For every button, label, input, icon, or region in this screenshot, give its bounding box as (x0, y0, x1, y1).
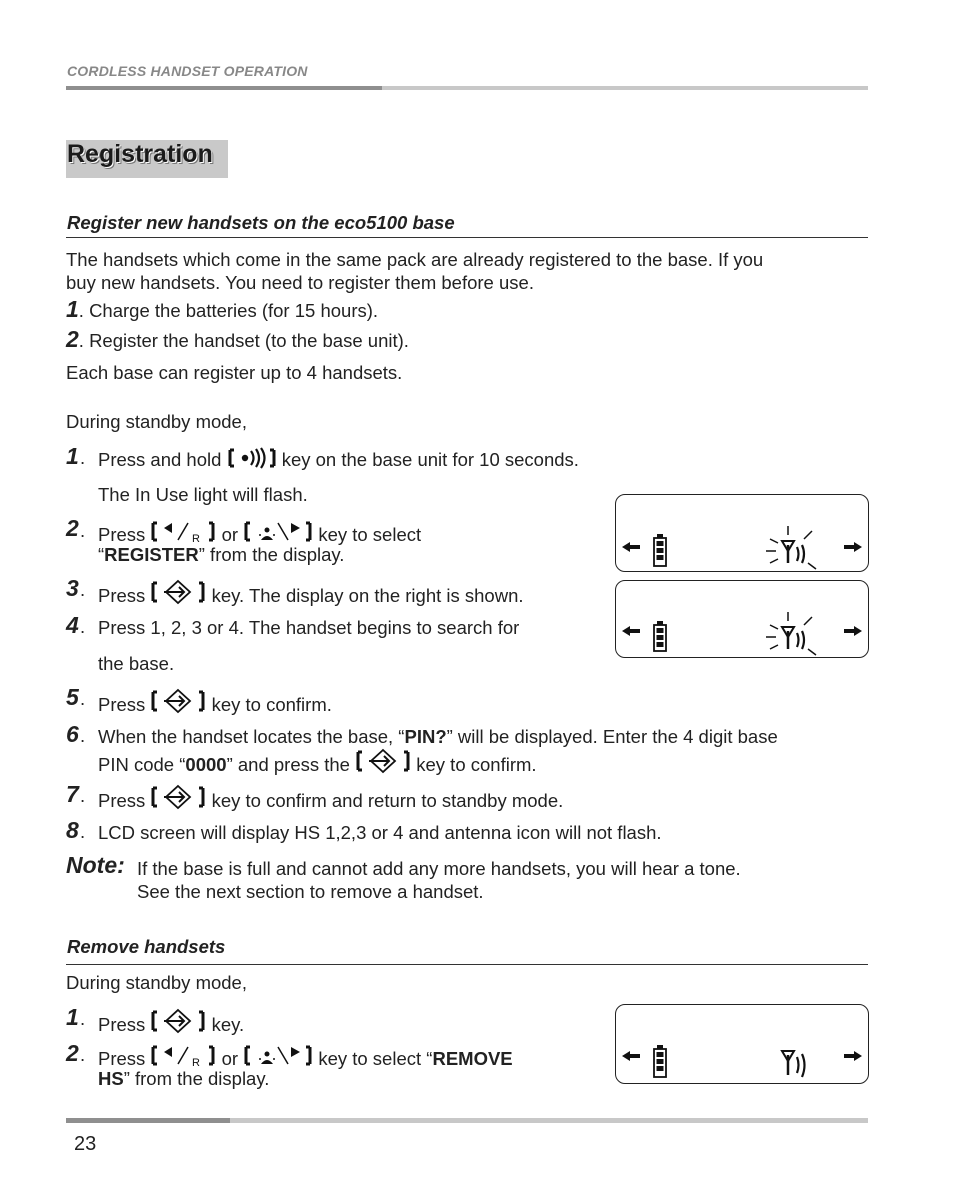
handset-right-key-icon (243, 1044, 313, 1068)
step-4-line-2: the base. (98, 653, 175, 674)
footer-rule (66, 1118, 230, 1123)
step-text: or (221, 524, 239, 545)
left-arrow-icon (622, 1051, 640, 1061)
step-text-bold: PIN? (404, 726, 447, 747)
step-number: 1 (66, 1004, 79, 1030)
step-text: PIN code “ (98, 754, 186, 775)
step-text: key. The display on the right is shown. (211, 585, 524, 606)
step-text-bold: REMOVE (432, 1048, 513, 1069)
step-number: 4 (66, 612, 79, 638)
lcd-display (615, 1004, 869, 1084)
ok-arrow-key-icon (150, 784, 206, 810)
step-number: 5 (66, 684, 79, 710)
step-text: key to confirm and return to standby mode. (211, 790, 564, 811)
step-text-bold: HS (98, 1068, 124, 1089)
left-r-key-icon (150, 1044, 216, 1068)
step-text-bold: REGISTER (104, 544, 199, 565)
step-number: 6 (66, 721, 79, 747)
prereq-number: 1 (66, 296, 79, 322)
step-number: 2 (66, 515, 79, 541)
step-dot: . (80, 520, 86, 541)
prereq-text: . Register the handset (to the base unit). (78, 330, 409, 351)
section-rule (66, 964, 868, 965)
note-label: Note: (66, 852, 125, 878)
antenna-flashing-icon (766, 612, 816, 655)
intro-line-2: buy new handsets. You need to register them before use. (66, 272, 534, 293)
step-dot: . (80, 821, 86, 842)
step-number: 3 (66, 575, 79, 601)
step-text: key to select “ (318, 1048, 433, 1069)
ok-arrow-key-icon (150, 579, 206, 605)
lcd-display (615, 580, 869, 658)
step-text: Press (98, 1014, 146, 1035)
right-arrow-icon (844, 626, 862, 636)
step-dot: . (80, 447, 86, 468)
step-5-line-1 (98, 688, 332, 716)
intro-line-1: The handsets which come in the same pack are already registered to the base. If you (66, 249, 764, 270)
step-8-line-1: LCD screen will display HS 1,2,3 or 4 and antenna icon will not flash. (98, 822, 662, 843)
running-header: CORDLESS HANDSET OPERATION (67, 63, 308, 79)
step-dot: . (80, 725, 86, 746)
page-title: Registration (67, 140, 213, 168)
handset-right-key-icon (243, 520, 313, 544)
antenna-icon (782, 1051, 805, 1077)
step-1-line-2: The In Use light will flash. (98, 484, 308, 505)
step-number: 2 (66, 1040, 79, 1066)
note-line-1: If the base is full and cannot add any more handsets, you will hear a tone. (137, 858, 741, 879)
battery-icon (654, 1045, 666, 1077)
left-arrow-icon (622, 626, 640, 636)
step-text: Press (98, 1048, 146, 1069)
step-text: ” and press the (226, 754, 350, 775)
step-text: key. (211, 1014, 245, 1035)
step-dot: . (80, 785, 86, 806)
ok-arrow-key-icon (355, 748, 411, 774)
standby-text: During standby mode, (66, 411, 247, 432)
right-arrow-icon (844, 542, 862, 552)
note-line-2: See the next section to remove a handset. (137, 881, 484, 902)
step-3-line-1 (98, 579, 524, 607)
footer-rule-light (230, 1118, 868, 1123)
section-subtitle-register: Register new handsets on the eco5100 base (67, 212, 455, 233)
step-number: 1 (66, 443, 79, 469)
step-text-bold: 0000 (185, 754, 227, 775)
step-dot: . (80, 1008, 86, 1029)
page-number: 23 (74, 1133, 97, 1155)
ok-arrow-key-icon (150, 1008, 206, 1034)
step-text: Press (98, 790, 146, 811)
header-rule-light (382, 86, 868, 90)
prereq-number: 2 (66, 326, 79, 352)
header-rule (66, 86, 382, 90)
ok-arrow-key-icon (150, 688, 206, 714)
right-arrow-icon (844, 1051, 862, 1061)
battery-icon (654, 534, 666, 566)
prereq-1 (66, 298, 378, 322)
step-text: Press (98, 694, 146, 715)
svg-text:R: R (192, 533, 201, 544)
step-text: key on the base unit for 10 seconds. (281, 449, 579, 470)
prereq-2 (66, 328, 409, 352)
step-text: key to confirm. (416, 754, 537, 775)
step-6-line-1 (98, 725, 778, 748)
step-2-line-2 (98, 543, 344, 566)
standby-text: During standby mode, (66, 972, 247, 993)
step-text: Press (98, 524, 146, 545)
step-dot: . (80, 616, 86, 637)
step-text: Press (98, 585, 146, 606)
step-text: or (221, 1048, 239, 1069)
step-6-line-2 (98, 748, 537, 776)
antenna-flashing-icon (766, 526, 816, 569)
step-text: Press and hold (98, 449, 222, 470)
step-text: ” will be displayed. Enter the 4 digit base (446, 726, 778, 747)
remove-step-1 (98, 1008, 244, 1036)
step-7-line-1 (98, 784, 563, 812)
step-number: 8 (66, 817, 79, 843)
step-text: key to confirm. (211, 694, 332, 715)
section-rule (66, 237, 868, 238)
step-dot: . (80, 1044, 86, 1065)
step-text: ” from the display. (198, 544, 345, 565)
step-dot: . (80, 579, 86, 600)
step-text: key to select (318, 524, 422, 545)
left-arrow-icon (622, 542, 640, 552)
step-number: 7 (66, 781, 79, 807)
battery-icon (654, 621, 666, 651)
lcd-display (615, 494, 869, 572)
prereq-text: . Charge the batteries (for 15 hours). (78, 300, 379, 321)
step-1-line-1 (98, 447, 579, 471)
left-r-key-icon (150, 520, 216, 544)
section-subtitle-remove: Remove handsets (67, 936, 226, 957)
svg-text:R: R (192, 1057, 201, 1068)
step-text: ” from the display. (123, 1068, 270, 1089)
step-text: “ (98, 544, 105, 565)
step-text: When the handset locates the base, “ (98, 726, 405, 747)
remove-step-2-line-2 (98, 1067, 269, 1090)
step-dot: . (80, 688, 86, 709)
step-4-line-1: Press 1, 2, 3 or 4. The handset begins to search for (98, 617, 520, 638)
capacity-text: Each base can register up to 4 handsets. (66, 362, 403, 383)
page-key-icon (227, 447, 277, 469)
